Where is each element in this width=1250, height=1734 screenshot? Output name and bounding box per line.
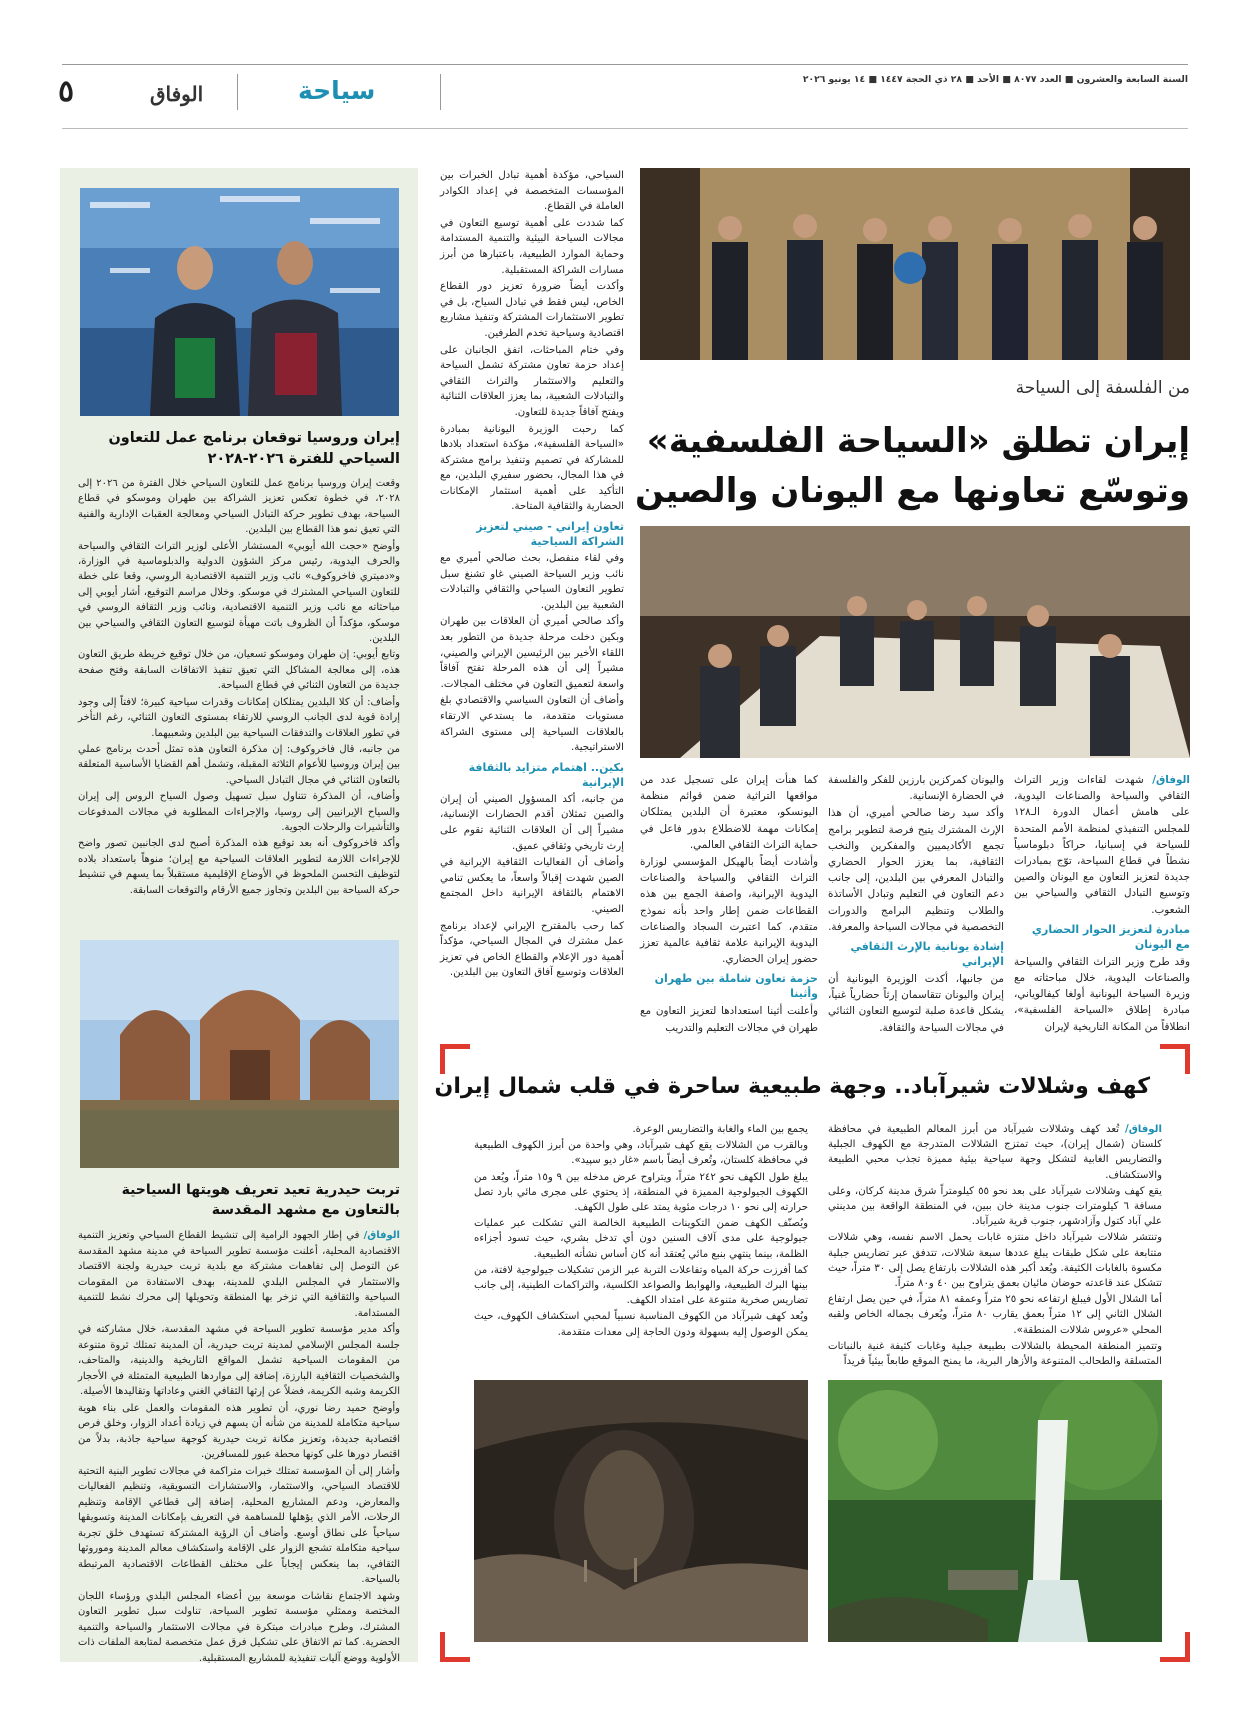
paragraph: كما شددت على أهمية توسيع التعاون في مجالات السياحة البيئية والتنمية المستدامة وحماية الموارد الطبيعية، باعتبارها من أبرز مسارات الشراكة المستقبلية. bbox=[440, 217, 624, 276]
paragraph: وأوضح «حجت الله أيوبي» المستشار الأعلى لوزير التراث الثقافي والسياحة والحرف اليدوية، رئيس مركز الشؤون الدولية والدبلوماسية في الوزارة، و«دميتري فاخروكوف» نائب وزير التنمية الاقتصادية الروسي، وقعا على خطة للتعاون السياحي المشترك في موسكو. وخلال مراسم التوقيع، أشار أيوبي إلى مباحثاته مع نائب وزير التنمية الاقتصادية، ونائب وزير الثقافة الروسي في موسكو، مؤكداً أن الظروف باتت مهيأة لتوسيع التعاون الثقافي والسياحي بين البلدين. bbox=[78, 540, 400, 645]
paragraph: وأعلنت أثينا استعدادها لتعزيز التعاون مع طهران في مجالات التعليم والتدريب bbox=[640, 1005, 818, 1034]
paragraph: وتنتشر شلالات شيرآباد داخل منتزه غابات يحمل الاسم نفسه، وهي شلالات متتابعة على شكل طبقات يبلغ عددها سبعة شلالات، تتدفق عبر تضاريس جبلية مكسوة بالغابات الكثيفة. ويُعد أكبر هذه الشلالات بارتفاع يصل إلى ٣٠ متراً، حيث تتشكل عند قاعدته حوضان مائيان بعمق يتراوح بين ٤٠ و٨٠ متراً. bbox=[828, 1232, 1162, 1290]
paragraph: وأشار إلى أن المؤسسة تمتلك خبرات متراكمة في مجالات تطوير البنية التحتية للاقتصاد السياحي، والاستثمار، والاستشارات التسويقية، وتنظيم الفعاليات والمعارض، ودعم المشاريع المحلية، إضافة إلى قطاعي الإقامة وتنظيم الرحلات، الأمر الذي يؤهلها للمساهمة في التعريف بإمكانات المدينة وتسويقها سياحياً على نطاق أوسع. وأضاف أن الرؤية المشتركة تستهدف خلق تجربة سياحية متكاملة تشجع الزوار على الإقامة واستكشاف معالم المدينة وموروثها الثقافي، بما ينعكس إيجاباً على مختلف القطاعات الاقتصادية المرتبطة بالسياحة. bbox=[78, 1465, 400, 1585]
paragraph: وشهد الاجتماع نقاشات موسعة بين أعضاء المجلس البلدي ورؤساء اللجان المختصة وممثلي مؤسسة تطوير السياحة، تناولت سبل تطوير التعاون المشترك، وطرح مبادرات مبتكرة في مجالات الاستثمار والسياحة والتنمية الحضرية. كما تم الاتفاق على تشكيل فرق عمل متخصصة لمتابعة الملفات ذات الأولوية ووضع آليات تنفيذية للمشاريع المستقبلية. bbox=[78, 1590, 400, 1664]
main-photo-officials bbox=[640, 168, 1190, 360]
cave-col-2 bbox=[474, 1122, 808, 1341]
subheading: حزمة تعاون شاملة بين طهران وأثينا bbox=[654, 972, 818, 1001]
cave-col-1 bbox=[828, 1122, 1162, 1370]
header-bottom-rule bbox=[62, 128, 1188, 129]
paragraph: يبلغ طول الكهف نحو ٢٤٢ متراً، ويتراوح عرض مدخله بين ٩ و١٥ متراً، ويُعد من الكهوف الجيولوجية المميزة في المنطقة، إذ يحتوي على مجرى مائي بارد تصل حرارته إلى نحو ١٠ درجات مئوية يمتد على طول الكهف. bbox=[474, 1171, 808, 1214]
paragraph: من جانبه، قال فاخروكوف: إن مذكرة التعاون هذه تمثل أحدث برنامج عملي بين إيران وروسيا للأعوام الثلاثة المقبلة، وتشمل أهم القضايا الأساسية المتعلقة بالتعاون الثنائي في مجال التبادل السياحي. bbox=[78, 743, 400, 786]
cave-photo-interior bbox=[474, 1380, 808, 1642]
paragraph: وأضاف: أن كلا البلدين يمتلكان إمكانات وقدرات سياحية كبيرة؛ لافتاً إلى وجود إرادة قوية لدى الجانب الروسي للارتقاء بمستوى التعاون الثنائي، رغم التأخر في تطور العلاقات والتدفقات السياحية بين البلدين وشعبيهما. bbox=[78, 696, 400, 739]
main-photo-meeting bbox=[640, 526, 1190, 758]
main-headline-line2: وتوسّع تعاونها مع اليونان والصين bbox=[634, 471, 1190, 511]
paragraph: وبالقرب من الشلالات يقع كهف شيرآباد، وهي واحدة من أبرز الكهوف الطبيعية في محافظة كلستان، وتُعرف أيضاً باسم «غار ديو سپيد». bbox=[474, 1140, 808, 1167]
subheading: تعاون إيراني - صيني لتعزيز الشراكة السياحية bbox=[476, 520, 624, 549]
paragraph: وأكدت أيضاً ضرورة تعزيز دور القطاع الخاص، ليس فقط في تبادل السياح، بل في تطوير الاستثمارات المشتركة وتنفيذ مشاريع اقتصادية وسياحية تخدم الطرفين. bbox=[440, 281, 624, 339]
main-col-2 bbox=[828, 772, 1004, 1037]
paragraph: وفي ختام المباحثات، اتفق الجانبان على إعداد حزمة تعاون مشتركة تشمل السياحة والتعليم والاستثمار والتراث الثقافي والتبادلات الشعبية، بما يعزز العلاقات الثنائية ويفتح آفاقاً جديدة للتعاون. bbox=[440, 344, 624, 418]
byline: الوفاق/ bbox=[363, 1230, 400, 1241]
sidebar-photo-signing bbox=[80, 188, 399, 416]
paragraph: وأضاف أن التعاون السياسي والاقتصادي بلغ مستويات متقدمة، ما يستدعي الارتقاء بالعلاقات السياحية إلى مستوى الشراكة الاستراتيجية. bbox=[440, 695, 624, 754]
cave-headline: كهف وشلالات شيرآباد.. وجهة طبيعية ساحرة في قلب شمال إيران bbox=[434, 1074, 1150, 1099]
subheading: بكين.. اهتمام متزايد بالثقافة الإيرانية bbox=[468, 760, 624, 789]
cave-photo-waterfall bbox=[828, 1380, 1162, 1642]
main-col-3 bbox=[640, 772, 818, 1037]
paragraph: وأوضح حميد رضا نوري، أن تطوير هذه المقومات والعمل على بناء هوية سياحية متكاملة للمدينة من شأنه أن يسهم في زيادة أعداد الزوار، وخلق فرص اقتصادية جديدة، وتعزيز مكانة تربت حيدرية كوجهة سياحية جاذبة، بدلاً من اقتصار دورها على كونها محطة عبور للمسافرين. bbox=[78, 1402, 400, 1460]
paragraph: كما هنأت إيران على تسجيل عدد من مواقعها التراثية ضمن قوائم منظمة اليونسكو، معتبرة أن البلدين يمتلكان إمكانات مهمة للاضطلاع بدور فاعل في حماية التراث الثقافي العالمي. bbox=[640, 774, 818, 851]
paragraph: الوفاق/ تُعد كهف وشلالات شيرآباد من أبرز المعالم الطبيعية في محافظة كلستان (شمال إيران)، حيث تمتزج الشلالات المتدرجة مع الكهوف الجبلية والتضاريس الغابية لتشكل وجهة سياحية بيئية مميزة تجذب محبي الطبيعة والاستكشاف. bbox=[828, 1124, 1162, 1181]
paragraph: وقعت إيران وروسيا برنامج عمل للتعاون السياحي خلال الفترة من ٢٠٢٦ إلى ٢٠٢٨، في خطوة تعكس تعزيز الشراكة بين طهران وموسكو في قطاع السياحة، بهدف تطوير حركة التبادل السياحي ومعالجة العقبات الإدارية والفنية التي تعيق نمو هذا القطاع بين البلدين. bbox=[78, 478, 400, 536]
sidebar-photo-mausoleum bbox=[80, 940, 399, 1168]
paragraph: وفي لقاء منفصل، بحث صالحي أميري مع نائب وزير السياحة الصيني غاو تشنغ سبل تطوير التعاون السياحي والثقافي والتبادلات الشعبية بين البلدين. bbox=[440, 553, 624, 611]
paragraph: واليونان كمركزين بارزين للفكر والفلسفة في الحضارة الإنسانية. bbox=[828, 774, 1004, 803]
paragraph: كما أفرزت حركة المياه وتفاعلات التربة عبر الزمن تشكيلات جيولوجية لافتة، من بينها البرك الطبيعية، والهوابط والصواعد الكلسية، والتراكمات الطينية، إلى جانب تضاريس صخرية متنوعة على امتداد الكهف. bbox=[474, 1264, 808, 1307]
paragraph: ويُصنّف الكهف ضمن التكوينات الطبيعية الخالصة التي تشكلت عبر عمليات جيولوجية على مدى آلاف السنين دون أي تدخل بشري، حيث تسود أجزاءه الظلمة، بينما ينتهي بنبع مائي يُعتقد أنه كان أساس نشأته الطبيعية. bbox=[474, 1218, 808, 1260]
main-kicker: من الفلسفة إلى السياحة bbox=[1015, 378, 1190, 398]
paragraph: وأكد سيد رضا صالحي أميري، أن هذا الإرث المشترك يتيح فرصة لتطوير برامج تجمع الأكاديميين والمفكرين والنخب الثقافية، بما يعزز الحوار الحضاري والتبادل المعرفي بين البلدين، إلى جانب دعم التعاون في التعليم وتبادل الأساتذة والطلاب وتنظيم البرامج والدورات التخصصية في مجالات السياحة والمعرفة. bbox=[828, 807, 1004, 933]
sidebar-article1-body bbox=[78, 476, 400, 899]
frame-corner bbox=[440, 1044, 470, 1074]
byline: الوفاق/ bbox=[1124, 1124, 1162, 1135]
frame-corner bbox=[440, 1632, 470, 1662]
paragraph: يقع كهف وشلالات شيرآباد على بعد نحو ٥٥ كيلومتراً شرق مدينة كركان، وعلى مسافة ٦ كيلومترات جنوب مدينة خان ببين، في المنطقة الواقعة بين مدينتي علي آباد كتول وآزادشهر، جنوب قرية شيرآباد. bbox=[828, 1185, 1163, 1228]
paragraph: وأضاف أن الفعاليات الثقافية الإيرانية في الصين شهدت إقبالاً واسعاً، ما يعكس تنامي الاهتمام بالثقافة الإيرانية داخل المجتمع الصيني. bbox=[440, 857, 624, 915]
sidebar-article2-headline: تربت حيدرية تعيد تعريف هويتها السياحية بالتعاون مع مشهد المقدسة bbox=[121, 1182, 400, 1218]
paragraph: الوفاق/ شهدت لقاءات وزير التراث الثقافي والسياحة والصناعات اليدوية، على هامش أعمال الدورة الـ١٢٨ للمجلس التنفيذي لمنظمة الأمم المتحدة للسياحة في إسبانيا، حراكاً دبلوماسياً نشطاً في قطاع السياحة، توّج بمبادرات جديدة لتعزيز التعاون مع اليونان والصين وتوسيع التبادل الثقافي والسياحي بين الشعوب. bbox=[1014, 774, 1190, 916]
newspaper-logo: الوفاق bbox=[150, 82, 204, 106]
paragraph: السياحي، مؤكدة أهمية تبادل الخبرات بين المؤسسات المتخصصة في إعداد الكوادر العاملة في القطاع. bbox=[440, 170, 624, 213]
header-divider bbox=[237, 74, 238, 110]
paragraph: من جانبها، أكدت الوزيرة اليونانية أن إيران واليونان تتقاسمان إرثاً حضارياً غنياً، يشكل قاعدة صلبة لتوسيع التعاون الثنائي في مجالات السياحة والثقافة. bbox=[828, 973, 1004, 1034]
paragraph: أما الشلال الأول فيبلغ ارتفاعه نحو ٢٥ متراً وعمقه ٨١ متراً، في حين يصل ارتفاع الشلال الثاني إلى ١٢ متراً بعمق يقارب ٨٠ متراً، ويُعرف بجماله الخاص ولقبه المحلي «عروس شلالات المنطقة». bbox=[828, 1294, 1162, 1336]
paragraph: وأكد فاخروكوف أنه بعد توقيع هذه المذكرة أصبح لدى الجانبين تصور واضح للإجراءات اللازمة لتطوير العلاقات السياحية مع إيران؛ منوهاً باستعداد بلاده لتوظيف التحسن الملحوظ في الأوضاع الإقليمية مستقبلاً بما يسهم في تنشيط حركة السياحة بين البلدين وتجاوز جميع الأرقام والتوقعات السابقة. bbox=[78, 838, 400, 896]
page-number: ٥ bbox=[58, 74, 75, 109]
paragraph: الوفاق/ في إطار الجهود الرامية إلى تنشيط القطاع السياحي وتعزيز التنمية الاقتصادية المحلية، أعلنت مؤسسة تطوير السياحة في مدينة مشهد المقدسة عن التوصل إلى تفاهمات مشتركة مع بلدية تربت حيدرية ولجنة الاقتصاد والاستثمار في المجلس البلدي للمدينة، بهدف الاستفادة من المقومات السياحية والثقافية التي تزخر بها المنطقة وتحويلها إلى محرك نشط للتنمية المستدامة. bbox=[78, 1230, 400, 1319]
paragraph: وتتميز المنطقة المحيطة بالشلالات بطبيعة جبلية وغابات كثيفة غنية بالنباتات المتسلقة والطحالب المتنوعة والأزهار البرية، ما يمنح الموقع طابعاً بيئياً فريداً bbox=[828, 1340, 1162, 1368]
subheading: مبادرة لتعزيز الحوار الحضاري مع اليونان bbox=[1031, 922, 1190, 951]
edition-info: السنة السابعة والعشرون ■ العدد ٨٠٧٧ ■ الأحد ■ ٢٨ ذي الحجة ١٤٤٧ ■ ١٤ يونيو ٢٠٢٦ bbox=[802, 74, 1188, 85]
paragraph: يجمع بين الماء والغابة والتضاريس الوعرة. bbox=[632, 1124, 808, 1135]
main-col-4 bbox=[440, 168, 624, 982]
sidebar-article2-body bbox=[78, 1228, 400, 1667]
header-divider-2 bbox=[440, 74, 441, 110]
byline: الوفاق/ bbox=[1152, 774, 1190, 786]
paragraph: كما رحب بالمقترح الإيراني لإعداد برنامج عمل مشترك في المجال السياحي، مؤكداً أهمية دور الإعلام والقطاع الخاص في تعزيز العلاقات وتوسيع آفاق التعاون بين البلدين. bbox=[440, 920, 624, 979]
sidebar-article1-headline: إيران وروسيا توقعان برنامج عمل للتعاون السياحي للفترة ٢٠٢٦-٢٠٢٨ bbox=[108, 430, 400, 467]
frame-corner bbox=[1160, 1632, 1190, 1662]
paragraph: وأضاف، أن المذكرة تتناول سبل تسهيل وصول السياح الروس إلى إيران والسياح الإيرانيين إلى روسيا، والإجراءات المطلوبة في مجالات المدفوعات والتأشيرات والرحلات الجوية. bbox=[78, 791, 400, 833]
paragraph: ويُعد كهف شيرآباد من الكهوف المناسبة نسبياً لمحبي استكشاف الكهوف، حيث يمكن الوصول إليه بسهولة ودون الحاجة إلى معدات متقدمة. bbox=[474, 1311, 808, 1338]
paragraph: وتابع أيوبي: إن طهران وموسكو تسعيان، من خلال توقيع خريطة طريق التعاون هذه، إلى معالجة المشاكل التي تعيق تنفيذ الاتفاقات السابقة وفتح صفحة جديدة من التعاون الثنائي في قطاع السياحة. bbox=[78, 649, 400, 692]
paragraph: وقد طرح وزير التراث الثقافي والسياحة والصناعات اليدوية، خلال مباحثاته مع وزيرة السياحة اليونانية أولغا كيفالوياني، مبادرة إطلاق «السياحة الفلسفية»، انطلاقاً من المكانة التاريخية لإيران bbox=[1014, 955, 1190, 1033]
subheading: إشادة يونانية بالإرث الثقافي الإيراني bbox=[850, 940, 1004, 969]
header-top-rule bbox=[62, 64, 1188, 65]
main-headline-line1: إيران تطلق «السياحة الفلسفية» bbox=[646, 421, 1190, 461]
paragraph: كما رحبت الوزيرة اليونانية بمبادرة «السياحة الفلسفية»، مؤكدة استعداد بلادها للمشاركة في تصميم وتنفيذ برامج مشتركة في هذا المجال، بحضور سفيري البلدين، مع التأكيد على أهمية استثمار الإمكانات الحضارية والثقافية المتاحة. bbox=[440, 423, 624, 513]
paragraph: من جانبه، أكد المسؤول الصيني أن إيران والصين تمثلان أقدم الحضارات الإنسانية، مشيراً إلى أن العلاقات الثنائية تقوم على إرث تاريخي وثقافي عميق. bbox=[440, 793, 624, 852]
paragraph: وأشادت أيضاً بالهيكل المؤسسي لوزارة التراث الثقافي والسياحة والصناعات اليدوية الإيرانية، واصفة الجمع بين هذه القطاعات ضمن إطار واحد بأنه نموذج متقدم، كما اعتبرت السجاد والصناعات اليدوية الإيرانية علامة ثقافية عالمية تعزز حضور إيران الحضاري. bbox=[640, 856, 818, 966]
paragraph: وأكد صالحي أميري أن العلاقات بين طهران وبكين دخلت مرحلة جديدة من التطور بعد اللقاء الأخير بين الرئيسين الإيراني والصيني، مشيراً إلى أن هذه المرحلة تفتح آفاقاً واسعة لتعميق التعاون في مختلف المجالات. bbox=[440, 616, 624, 690]
paragraph: وأكد مدير مؤسسة تطوير السياحة في مشهد المقدسة، خلال مشاركته في جلسة المجلس الإسلامي لمدينة تربت حيدرية، أن المدينة تمتلك ثروة متنوعة من المقومات السياحية تشمل المواقع التاريخية والدينية، والمتاحف، والشخصيات الثقافية البارزة، إضافة إلى مواردها الطبيعية المتمثلة في الأحجار الكريمة وشبه الكريمة، فضلاً عن إرثها الثقافي الغني وعاداتها وتقاليدها الأصيلة. bbox=[78, 1324, 400, 1397]
main-col-1 bbox=[1014, 772, 1190, 1036]
frame-corner bbox=[1160, 1044, 1190, 1074]
section-title: سياحة bbox=[298, 76, 376, 105]
